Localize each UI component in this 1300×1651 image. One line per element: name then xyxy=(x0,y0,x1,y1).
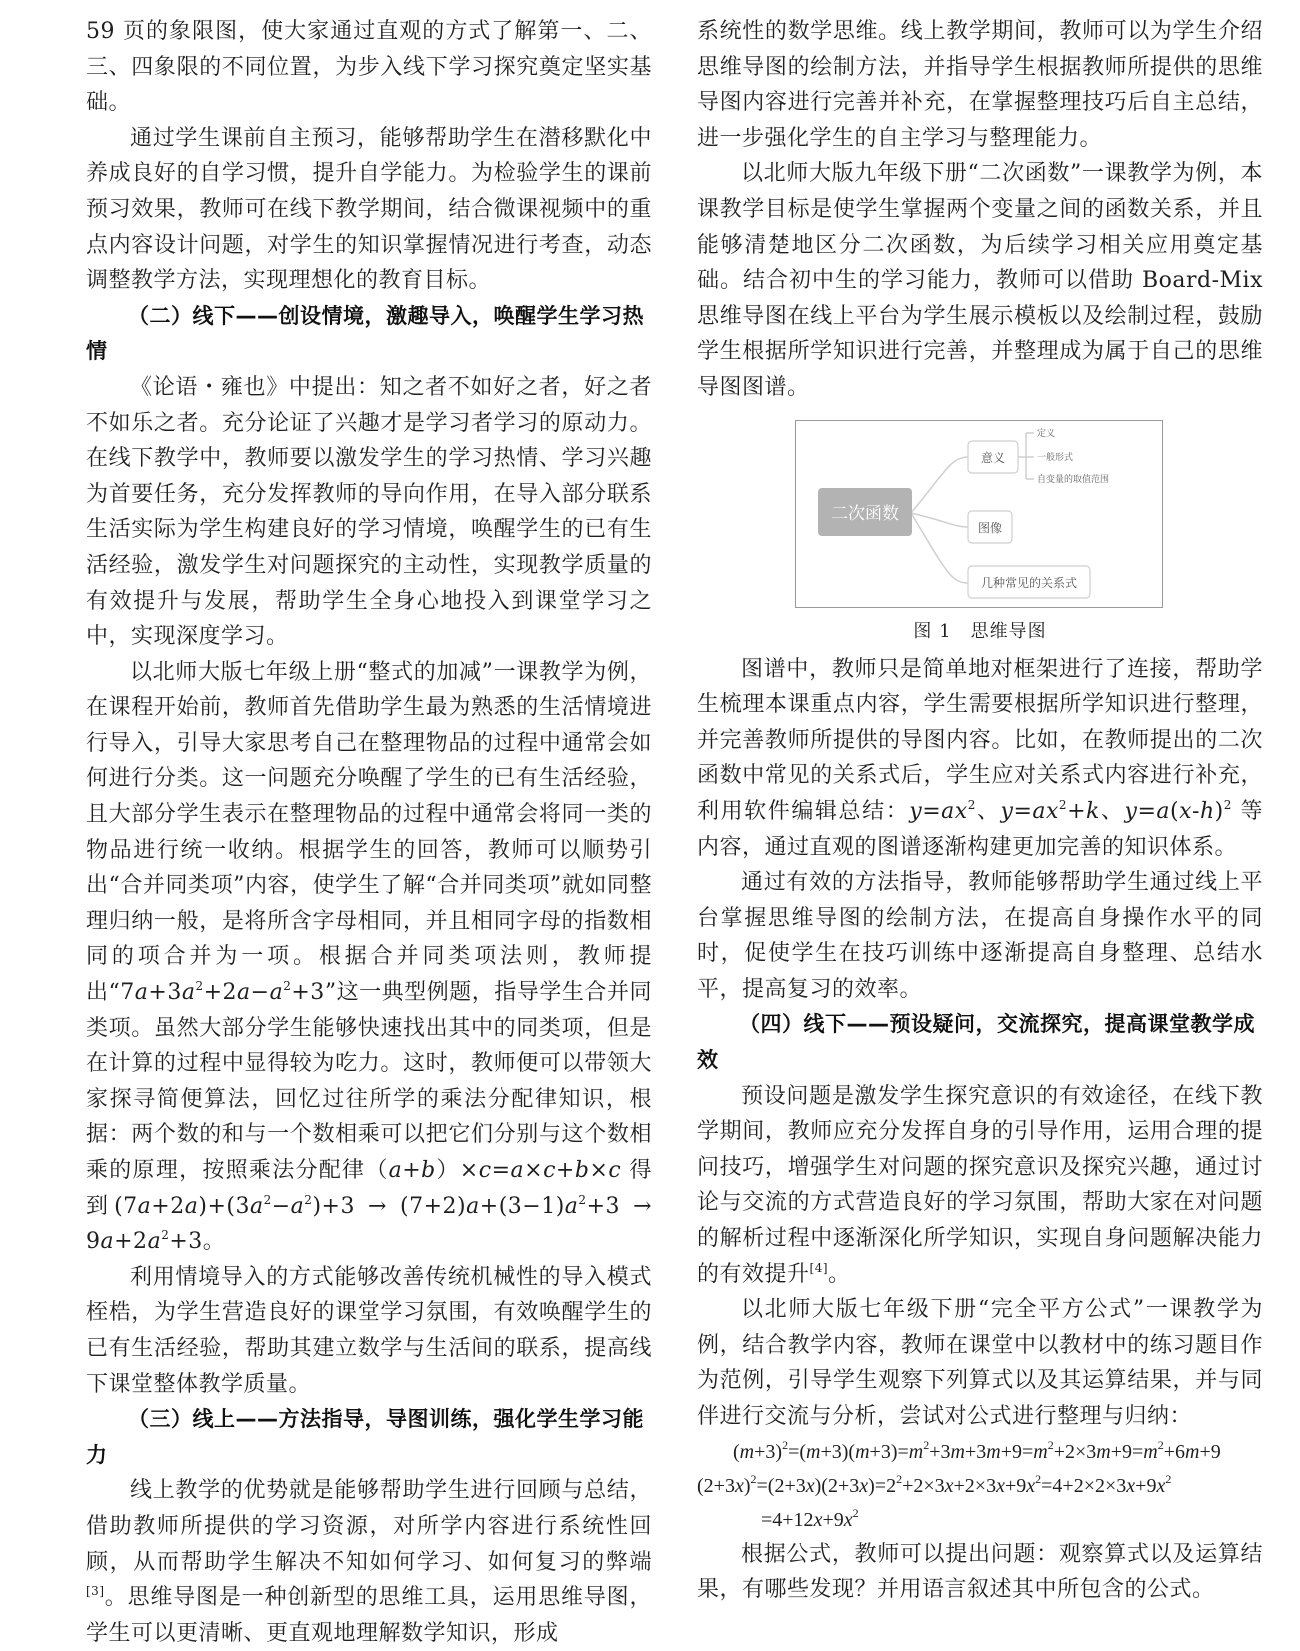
paragraph: 通过有效的方法指导，教师能够帮助学生通过线上平台掌握思维导图的绘制方法，在提高自身操作水平的同时，促使学生在技巧训练中逐渐提高自身整理、总结水平，提高复习的效率。 xyxy=(697,870,1263,1002)
paragraph: 以北师大版七年级下册“完全平方公式”一课教学为例，结合教学内容，教师在课堂中以教材中的练习题目作为范例，引导学生观察下列算式以及其运算结果，并与同伴进行交流与分析，尝试对公式进行整理与归纳： xyxy=(697,1297,1263,1429)
figure-caption: 图 1 思维导图 xyxy=(913,620,1047,642)
paragraph: 预设问题是激发学生探究意识的有效途径，在线下教学期间，教师应充分发挥自身的引导作用，运用合理的提问技巧，增强学生对问题的探究意识及探究兴趣，通过讨论与交流的方式营造良好的学习氛围，帮助大家在对问题的解析过程中逐渐深化所学知识，实现自身问题解决能力的有效提升[4]。 xyxy=(697,1083,1263,1287)
connector-relations xyxy=(911,513,968,583)
paragraph: 线上教学的优势就是能够帮助学生进行回顾与总结，借助教师所提供的学习资源，对所学内容进行系统性回顾，从而帮助学生解决不知如何学习、如何复习的弊端[3]。思维导图是一种创新型的思维工具，运用思维导图，学生可以更清晰、更直观地理解数学知识，形成 xyxy=(86,1478,652,1646)
formula-line: $(m+3)^2=(m+3)(m+3)=m^2+3m+3m+9=m^2+2\times 3m+9=m^2+6m+9$ xyxy=(733,1437,1221,1463)
figure xyxy=(697,420,1263,646)
left-column xyxy=(86,14,652,1651)
paragraph: 通过学生课前自主预习，能够帮助学生在潜移默化中养成良好的自学习惯，提升自学能力。为检验学生的课前预习效果，教师可在线下教学期间，结合微课视频中的重点内容设计问题，对学生的知识掌握情况进行考查，动态调整教学方法，实现理想化的教育目标。 xyxy=(86,125,652,294)
mind-map-leaf-general-form: 一般形式 xyxy=(1037,452,1074,463)
mind-map-label-relations: 几种常见的关系式 xyxy=(980,575,1078,590)
paragraph: 《论语・雍也》中提出：知之者不如好之者，好之者不如乐之者。充分论证了兴趣才是学习者学习的原动力。在线下教学中，教师要以激发学生的学习热情、学习兴趣为首要任务，充分发挥教师的导向作用，在导入部分联系生活实际为学生构建良好的学习情境，唤醒学生的已有生活经验，激发学生对问题探究的主动性，实现教学质量的有效提升与发展，帮助学生全身心地投入到课堂学习之中，实现深度学习。 xyxy=(86,374,652,650)
mind-map-figure xyxy=(795,420,1163,608)
paragraph: 59 页的象限图，使大家通过直观的方式了解第一、二、三、四象限的不同位置，为步入线下学习探究奠定坚实基础。 xyxy=(86,19,652,116)
mind-map-label-graph: 图像 xyxy=(977,520,1003,535)
mind-map-svg xyxy=(796,421,1162,607)
paragraph: 系统性的数学思维。线上教学期间，教师可以为学生介绍思维导图的绘制方法，并指导学生根据教师所提供的思维导图内容进行完善并补充，在掌握整理技巧后自主总结，进一步强化学生的自主学习与整理能力。 xyxy=(697,19,1263,151)
formula-line: $=4+12x+9x^2$ xyxy=(761,1505,859,1531)
section-heading: （二）线下——创设情境，激趣导入，唤醒学生学习热情 xyxy=(86,303,644,364)
formula-line: $(2+3x)^2=(2+3x)(2+3x)=2^2+2\times 3x+2\times 3x+9x^2=4+2\times 2\times 3x+9x^2$ xyxy=(697,1471,1172,1497)
paragraph: 根据公式，教师可以提出问题：观察算式以及运算结果，有哪些发现？并用语言叙述其中所包含的公式。 xyxy=(697,1541,1263,1603)
section-heading: （三）线上——方法指导，导图训练，强化学生学习能力 xyxy=(86,1407,644,1467)
mind-map-center-label: 二次函数 xyxy=(831,503,899,524)
paragraph: 以北师大版九年级下册“二次函数”一课教学为例，本课教学目标是使学生掌握两个变量之间的函数关系，并且能够清楚地区分二次函数，为后续学习相关应用奠定基础。结合初中生的学习能力，教师可以借助 Board-Mix 思维导图在线上平台为学生展示模板以及绘制过程，鼓励学生根据所学知识进行完善，并整理成为属于自己的思维导图图谱。 xyxy=(697,161,1263,400)
citation: [3] xyxy=(86,1584,105,1599)
paragraph-example: 以北师大版七年级上册“整式的加减”一课教学为例，在课程开始前，教师首先借助学生最为熟悉的生活情境进行导入，引导大家思考自己在整理物品的过程中通常会如何进行分类。这一问题充分唤醒了学生的已有生活经验，且大部分学生表示在整理物品的过程中通常会将同一类的物品进行统一收纳。根据学生的回答，教师可以顺势引出“合并同类项”内容，使学生了解“合并同类项”就如同整理归纳一般，是将所含字母相同，并且相同字母的指数相同的项合并为一项。根据合并同类项法则，教师提出“$7a+3a^2+2a-a^2+3$”这一典型例题，指导学生合并同类项。虽然大部分学生能够快速找出其中的同类项，但是在计算的过程中显得较为吃力。这时，教师便可以带领大家探寻简便算法，回忆过往所学的乘法分配律知识，根据：两个数的和与一个数相乘可以把它们分别与这个数相乘的原理，按照乘法分配律（a+b）×c=a×c+b×c 得到$(7a+2a)+(3a^2-a^2)+3 \to (7+2)a+(3-1)a^2+3 \to 9a+2a^2+3$。 xyxy=(86,659,653,1255)
mind-map-leaf-definition: 定义 xyxy=(1037,428,1056,439)
section-heading: （四）线下——预设疑问，交流探究，提高课堂教学成效 xyxy=(697,1012,1255,1073)
paragraph: 利用情境导入的方式能够改善传统机械性的导入模式桎梏，为学生营造良好的课堂学习氛围，有效唤醒学生的已有生活经验，帮助其建立数学与生活间的联系，提高线下课堂整体教学质量。 xyxy=(86,1264,652,1397)
mind-map-leaf-domain: 自变量的取值范围 xyxy=(1037,474,1110,485)
right-column xyxy=(697,14,1263,1608)
connector-meaning xyxy=(911,457,968,513)
connector-leaves xyxy=(1018,433,1034,479)
mind-map-label-meaning: 意义 xyxy=(980,450,1006,465)
citation: [4] xyxy=(809,1260,829,1275)
paragraph: 图谱中，教师只是简单地对框架进行了连接，帮助学生梳理本课重点内容，学生需要根据所学知识进行整理，并完善教师所提供的导图内容。比如，在教师提出的二次函数中常见的关系式后，学生应对关系式内容进行补充，利用软件编辑总结：$y=ax^2$、$y=ax^2+k$、$y=a(x-h)^2$ 等内容，通过直观的图谱逐渐构建更加完善的知识体系。 xyxy=(697,656,1263,860)
connector-graph xyxy=(911,513,968,527)
